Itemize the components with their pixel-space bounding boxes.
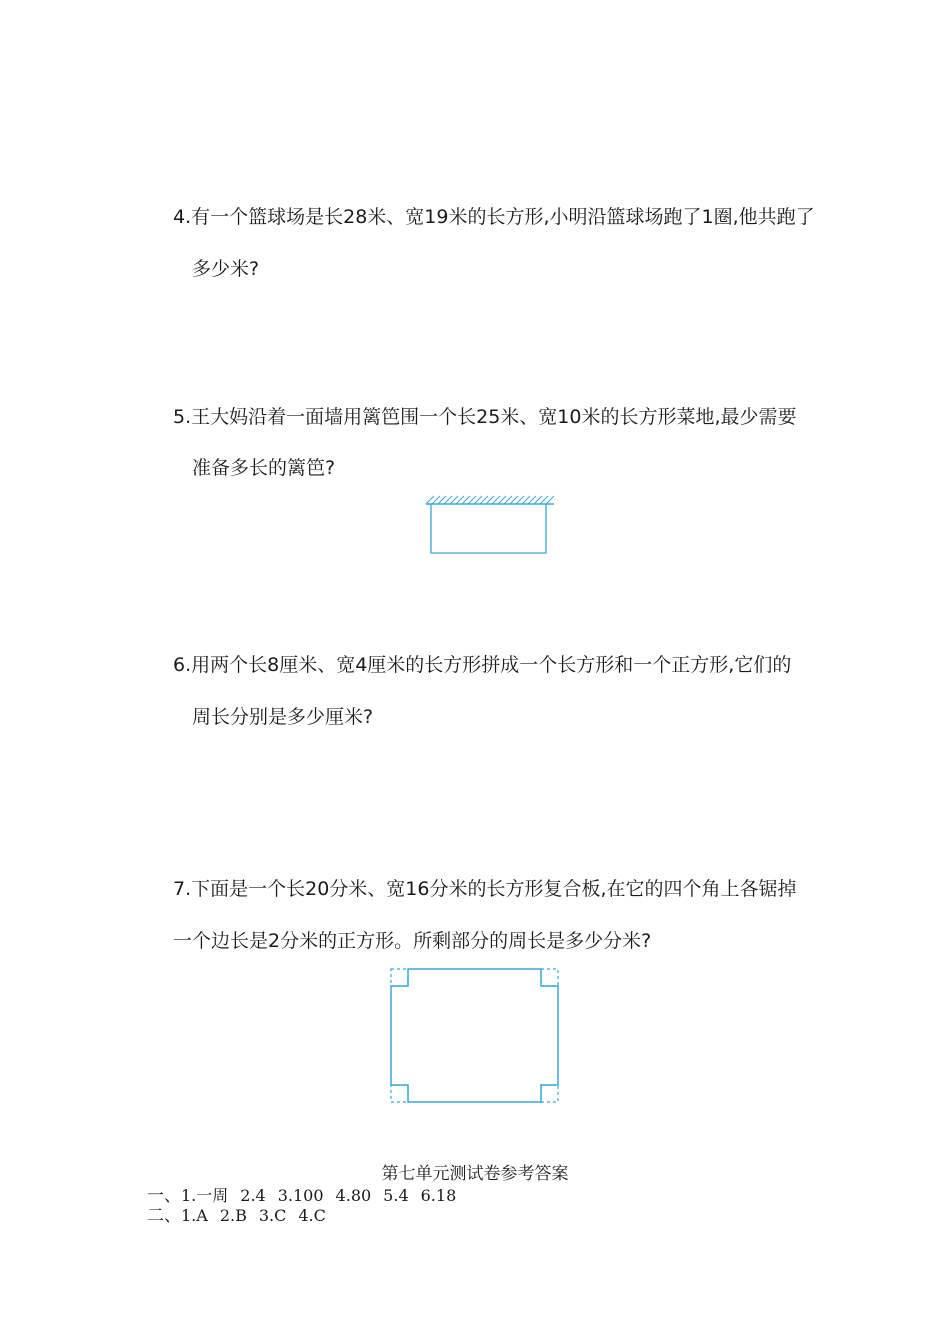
answer-row-2 — [147, 1206, 338, 1226]
answer-key-title: 第七单元测试卷参考答案 — [381, 1164, 569, 1184]
answer-item: 3.C — [258, 1206, 287, 1225]
answer-item: 1.一周 — [181, 1186, 229, 1205]
answer-item: 3.100 — [277, 1186, 324, 1205]
board-corner-cut-diagram — [388, 966, 562, 1106]
answer-row-1 — [147, 1186, 468, 1206]
cut-square-top-right — [541, 969, 558, 986]
answer-section-head: 一、 — [147, 1186, 181, 1206]
question-5-line-2: 准备多长的篱笆? — [192, 457, 336, 479]
answer-section-head: 二、 — [147, 1206, 181, 1226]
answer-item: 4.C — [298, 1206, 326, 1225]
cut-square-bottom-left — [391, 1085, 408, 1102]
answer-item: 4.80 — [335, 1186, 372, 1205]
answer-item: 6.18 — [420, 1186, 457, 1205]
question-7-line-2: 一个边长是2分米的正方形。所剩部分的周长是多少分米? — [173, 930, 652, 952]
question-6-line-1: 6.用两个长8厘米、宽4厘米的长方形拼成一个长方形和一个正方形,它们的 — [173, 654, 792, 676]
cut-square-bottom-right — [541, 1085, 558, 1102]
fence-wall-diagram — [424, 495, 556, 557]
cut-square-top-left — [391, 969, 408, 986]
question-6-line-2: 周长分别是多少厘米? — [192, 706, 374, 728]
question-7-line-1: 7.下面是一个长20分米、宽16分米的长方形复合板,在它的四个角上各锯掉 — [173, 878, 797, 900]
answer-item: 1.A — [181, 1206, 208, 1225]
answer-item: 2.B — [219, 1206, 247, 1225]
fence-rectangle — [431, 504, 546, 553]
question-5-line-1: 5.王大妈沿着一面墙用篱笆围一个长25米、宽10米的长方形菜地,最少需要 — [173, 406, 797, 428]
question-4-line-1: 4.有一个篮球场是长28米、宽19米的长方形,小明沿篮球场跑了1圈,他共跑了 — [173, 206, 815, 228]
answer-item: 5.4 — [383, 1186, 409, 1205]
answer-item: 2.4 — [240, 1186, 266, 1205]
remaining-board-outline — [391, 969, 558, 1102]
question-4-line-2: 多少米? — [192, 258, 260, 280]
wall-hatching — [426, 496, 554, 504]
